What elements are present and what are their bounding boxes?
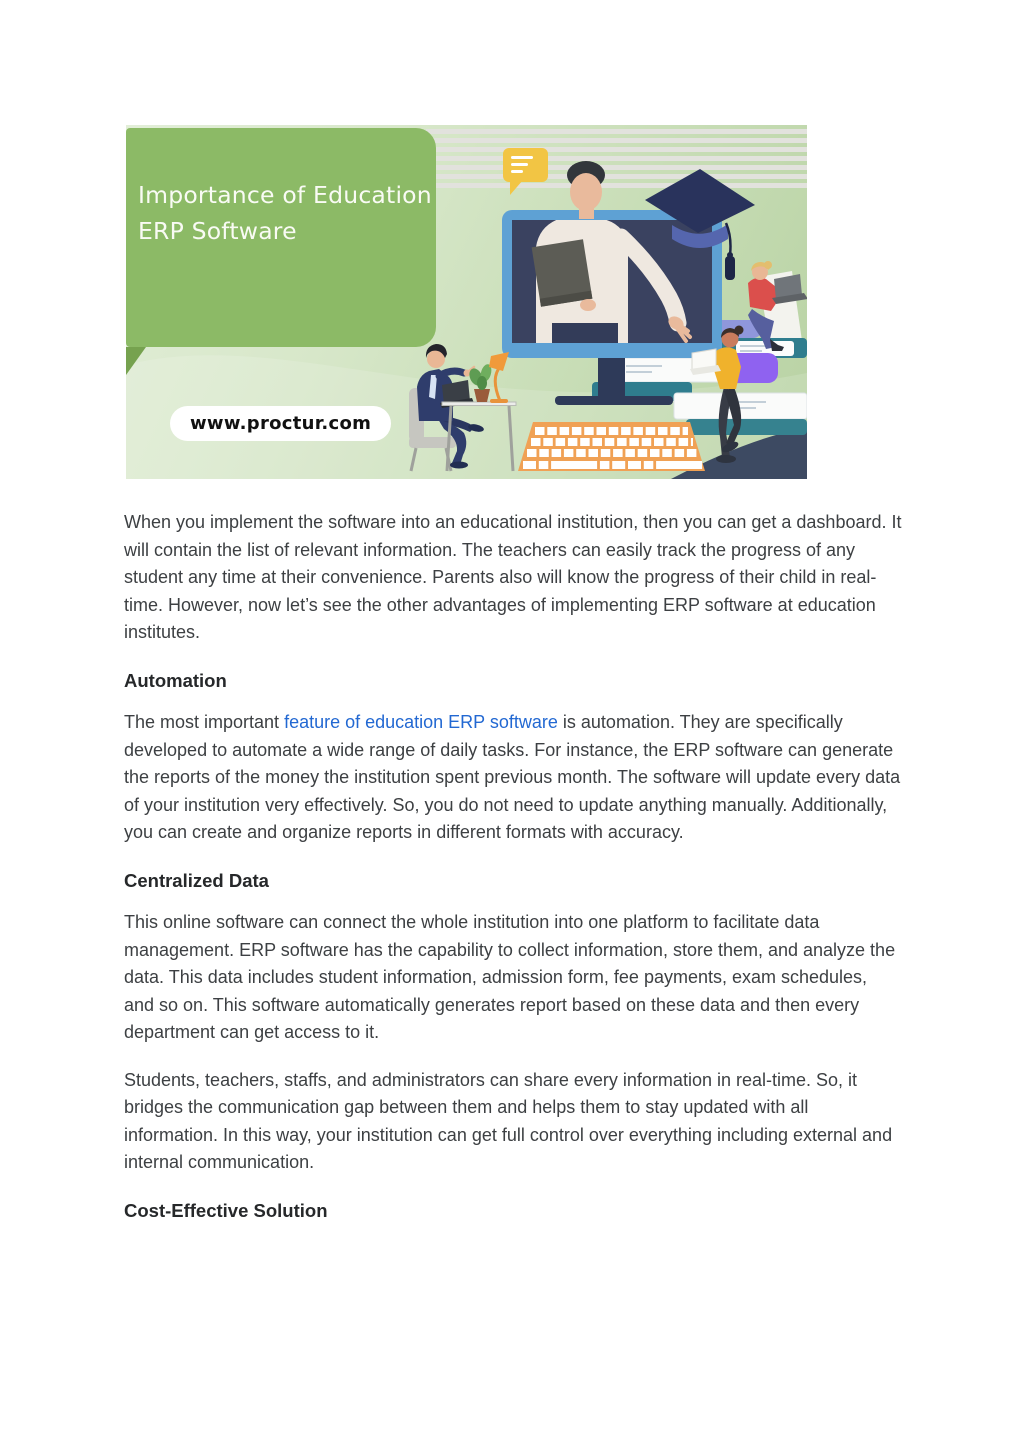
stripes-decoration bbox=[426, 129, 807, 188]
collaboration-paragraph: Students, teachers, staffs, and administrators can share every information in real-time. So, it bridges the communication gap between them and helps them to stay updated with all information. In this way, your institution can get full control over everything including external and internal communication. bbox=[124, 1069, 893, 1172]
intro-paragraph: When you implement the software into an educational institution, then you can get a dashboard. It will contain the list of relevant information. The teachers can easily track the progress of any student any time at their convenience. Parents also will know the progress of their child in real-time. However, now let’s see the other advantages of implementing ERP software at education institutes. bbox=[124, 512, 902, 642]
keyboard-illustration bbox=[518, 422, 705, 471]
hero-image bbox=[126, 125, 807, 479]
hero-title-panel bbox=[126, 128, 436, 347]
article-body bbox=[124, 509, 902, 1239]
automation-text-after-link: is automation. They are specifically developed to automate a wide range of daily tasks. For instance, the ERP software can generate the reports of the money the institution spent previous month. The software will update every data of your institution very effectively. So, you do not need to update anything manually. Additionally, you can create and organize reports in different formats with accuracy. bbox=[124, 712, 901, 842]
cost-effective-heading: Cost-Effective Solution bbox=[124, 1199, 328, 1221]
erp-feature-link[interactable]: feature of education ERP software bbox=[284, 712, 558, 732]
automation-heading: Automation bbox=[124, 669, 227, 691]
automation-text-before-link: The most important bbox=[124, 712, 285, 732]
centralized-data-paragraph: This online software can connect the whole institution into one platform to facilitate data management. ERP software has the capability to collect information, store them, and analyze the data. This data includes student information, admission form, fee payments, exam schedules, and so on. This software automatically generates report based on these data and then every department can get access to it. bbox=[124, 912, 896, 1042]
website-pill: www.proctur.com bbox=[170, 406, 391, 441]
hero-title-line1: Importance of Education bbox=[138, 181, 432, 209]
monitor-stand bbox=[598, 358, 625, 400]
hero-title-line2: ERP Software bbox=[138, 217, 297, 245]
automation-paragraph bbox=[124, 709, 902, 847]
centralized-data-heading: Centralized Data bbox=[124, 869, 269, 891]
